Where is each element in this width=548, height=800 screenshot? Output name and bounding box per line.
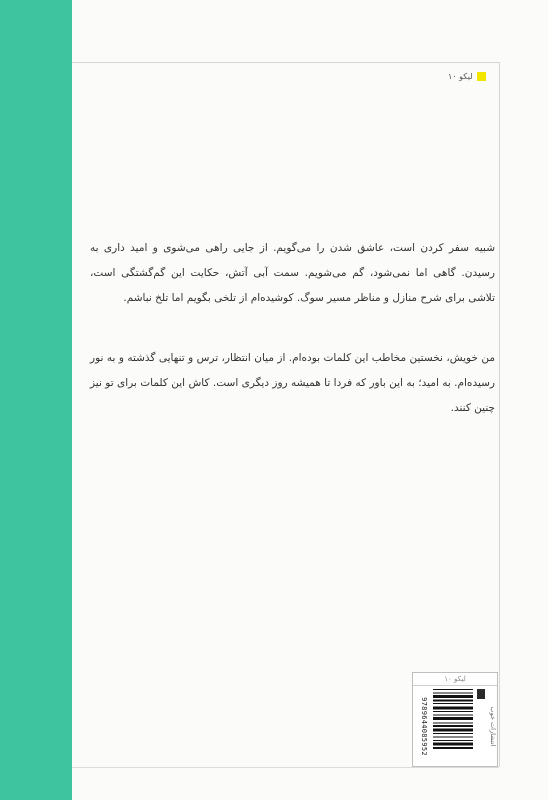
blurb-paragraph-2: من خویش، نخستین مخاطب این کلمات بوده‌ام. از میان انتظار، ترس و تنهایی گذشته و به نور رسیده‌ام. به امید؛ به این باور که فردا تا همیشه روز دیگری است. کاش این کلمات برای تو نیز چنین کنند.	[90, 352, 495, 414]
isbn-number: 9789644085952	[420, 697, 428, 756]
barcode-sticker	[412, 672, 498, 767]
series-label: لیکو ۱۰	[448, 72, 473, 81]
series-marker	[448, 72, 486, 81]
blurb-paragraph-1: شبیه سفر کردن است، عاشق شدن را می‌گویم. از جایی راهی می‌شوی و امید داری به رسیدن. گاهی اما نمی‌شود، گم می‌شویم. سمت آبی آتش، حکایت این گم‌گشتگی است، تلاشی برای شرح منازل و مناظر مسیر سوگ. کوشیده‌ام از تلخی بگویم اما تلخ نباشم.	[90, 242, 495, 304]
frame-right-line	[499, 62, 500, 767]
yellow-square-icon	[477, 72, 486, 81]
publisher-logo-icon	[477, 689, 485, 699]
barcode-publisher: انتشارات خوب	[489, 706, 497, 747]
barcode-series-label: لیکو ۱۰	[413, 673, 497, 686]
frame-top-line	[72, 62, 499, 63]
green-spine-band	[0, 0, 72, 800]
barcode-bars-icon	[433, 689, 473, 764]
